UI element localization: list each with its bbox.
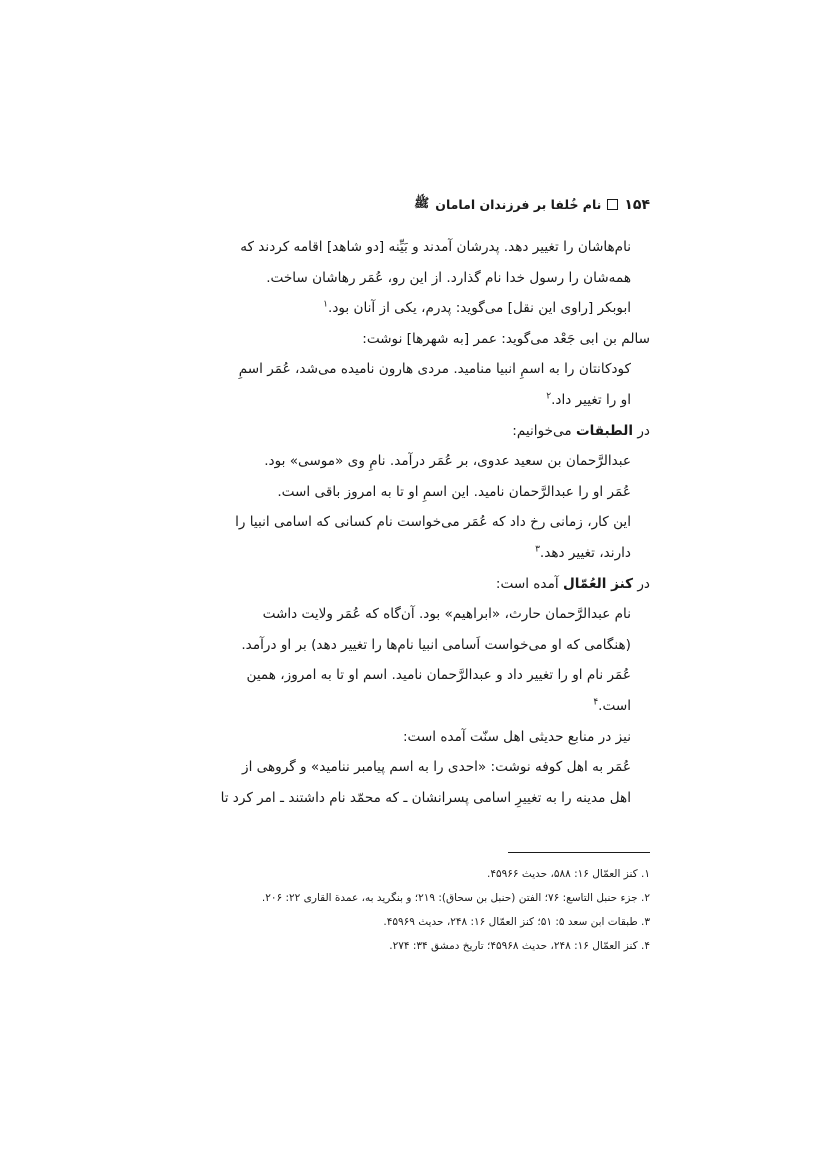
text-line bbox=[170, 630, 650, 661]
footnote: ۱. کنز العمّال ۱۶: ۵۸۸، حدیث ۴۵۹۶۶. bbox=[487, 868, 650, 880]
line-text: است. bbox=[598, 697, 631, 714]
text-line bbox=[170, 507, 650, 538]
text-line bbox=[170, 324, 650, 355]
text-line bbox=[170, 569, 650, 600]
line-suffix: می‌خوانیم: bbox=[512, 422, 576, 439]
line-text: (هنگامی که او می‌خواست اَسامی انبیا نام‌ها را تغییر دهد) بر او درآمد. bbox=[241, 636, 631, 653]
line-text: سالم بن ابی جَعْد می‌گوید: عمر [به شهرها] نوشت: bbox=[362, 330, 650, 347]
line-text: نام‌هاشان را تغییر دهد. پدرشان آمدند و بَیِّنه [دو شاهد] اقامه کردند که bbox=[240, 239, 631, 255]
line-text: او را تغییر داد. bbox=[551, 391, 631, 408]
text-line bbox=[170, 691, 650, 722]
text-line bbox=[170, 354, 650, 385]
footnote: ۳. طبقات ابن سعد ۵: ۵۱؛ کنز العمّال ۱۶: ۲۴۸، حدیث ۴۵۹۶۹. bbox=[383, 916, 650, 928]
line-text: اهل مدینه را به تغییرِ اسامی پسرانشان ـ که محمّد نام داشتند ـ امر کرد تا bbox=[220, 789, 631, 806]
text-line bbox=[170, 263, 650, 294]
page-number: ۱۵۴ bbox=[624, 196, 650, 213]
line-text: نام عبدالرَّحمان حارث، «ابراهیم» بود. آن‌گاه که عُمَر ولایت داشت bbox=[262, 606, 631, 623]
text-line bbox=[170, 722, 650, 753]
line-text: عُمَر به اهل کوفه نوشت: «احدی را به اسم پیامبر ننامید» و گروهی از bbox=[242, 759, 631, 776]
line-suffix: آمده است: bbox=[495, 575, 563, 592]
footnote: ۲. جزء حنبل التاسع: ۷۶؛ الفتن (حنبل بن سحاق): ۲۱۹؛ و بنگرید به، عمدة القاری ۲۲: ۲۰۶. bbox=[261, 892, 650, 904]
line-text: همه‌شان را رسول خدا نام گذارد. از این رو، عُمَر رهاشان ساخت. bbox=[266, 269, 631, 286]
line-text: دارند، تغییر دهد. bbox=[539, 544, 631, 561]
running-title: نام خُلفا بر فرزندان امامان bbox=[435, 197, 602, 212]
footnote-marker: ۴ bbox=[593, 697, 599, 708]
line-text: نیز در منابع حدیثی اهل سنّت آمده است: bbox=[402, 728, 631, 745]
body-text bbox=[170, 232, 650, 813]
footnote-marker: ۲ bbox=[546, 391, 552, 402]
footnote: ۴. کنز العمّال ۱۶: ۲۴۸، حدیث ۴۵۹۶۸؛ تاریخ دمشق ۳۴: ۲۷۴. bbox=[389, 940, 650, 952]
text-line bbox=[170, 385, 650, 416]
text-line bbox=[170, 293, 650, 324]
line-text: ابوبکر [راوی این نقل] می‌گوید: پدرم، یکی از آنان بود. bbox=[328, 300, 631, 317]
footnote-marker: ۱ bbox=[323, 299, 328, 310]
text-line bbox=[170, 416, 650, 447]
source-title: الطبقات bbox=[575, 422, 634, 439]
page-header bbox=[414, 195, 650, 214]
text-line bbox=[170, 538, 650, 569]
footnote-divider bbox=[508, 852, 650, 853]
text-line bbox=[170, 660, 650, 691]
line-text: کودکانتان را به اسمِ انبیا منامید. مردی هارون نامیده می‌شد، عُمَر اسمِ bbox=[238, 361, 631, 378]
text-line bbox=[170, 232, 650, 263]
line-text: عبدالرَّحمان بن سعید عدوی، بر عُمَر درآمد. نامِ وی «موسی» بود. bbox=[264, 453, 631, 470]
honorific-symbol: ﷺ bbox=[414, 195, 430, 210]
line-prefix: در bbox=[633, 575, 650, 592]
text-line bbox=[170, 783, 650, 814]
text-line bbox=[170, 477, 650, 508]
line-prefix: در bbox=[633, 422, 650, 439]
line-text: این کار، زمانی رخ داد که عُمَر می‌خواست نام کسانی که اسامی انبیا را bbox=[235, 514, 631, 531]
source-title: کنز العُمّال bbox=[562, 575, 634, 592]
footnotes bbox=[170, 862, 650, 958]
square-bullet-icon bbox=[607, 199, 618, 210]
line-text: عُمَر او را عبدالرَّحمان نامید. این اسمِ او تا به امروز باقی است. bbox=[277, 483, 631, 500]
text-line bbox=[170, 446, 650, 477]
text-line bbox=[170, 752, 650, 783]
line-text: عُمَر نام او را تغییر داد و عبدالرَّحمان نامید. اسم او تا به امروز، همین bbox=[246, 667, 631, 684]
footnote-marker: ۳ bbox=[535, 544, 540, 555]
text-line bbox=[170, 599, 650, 630]
